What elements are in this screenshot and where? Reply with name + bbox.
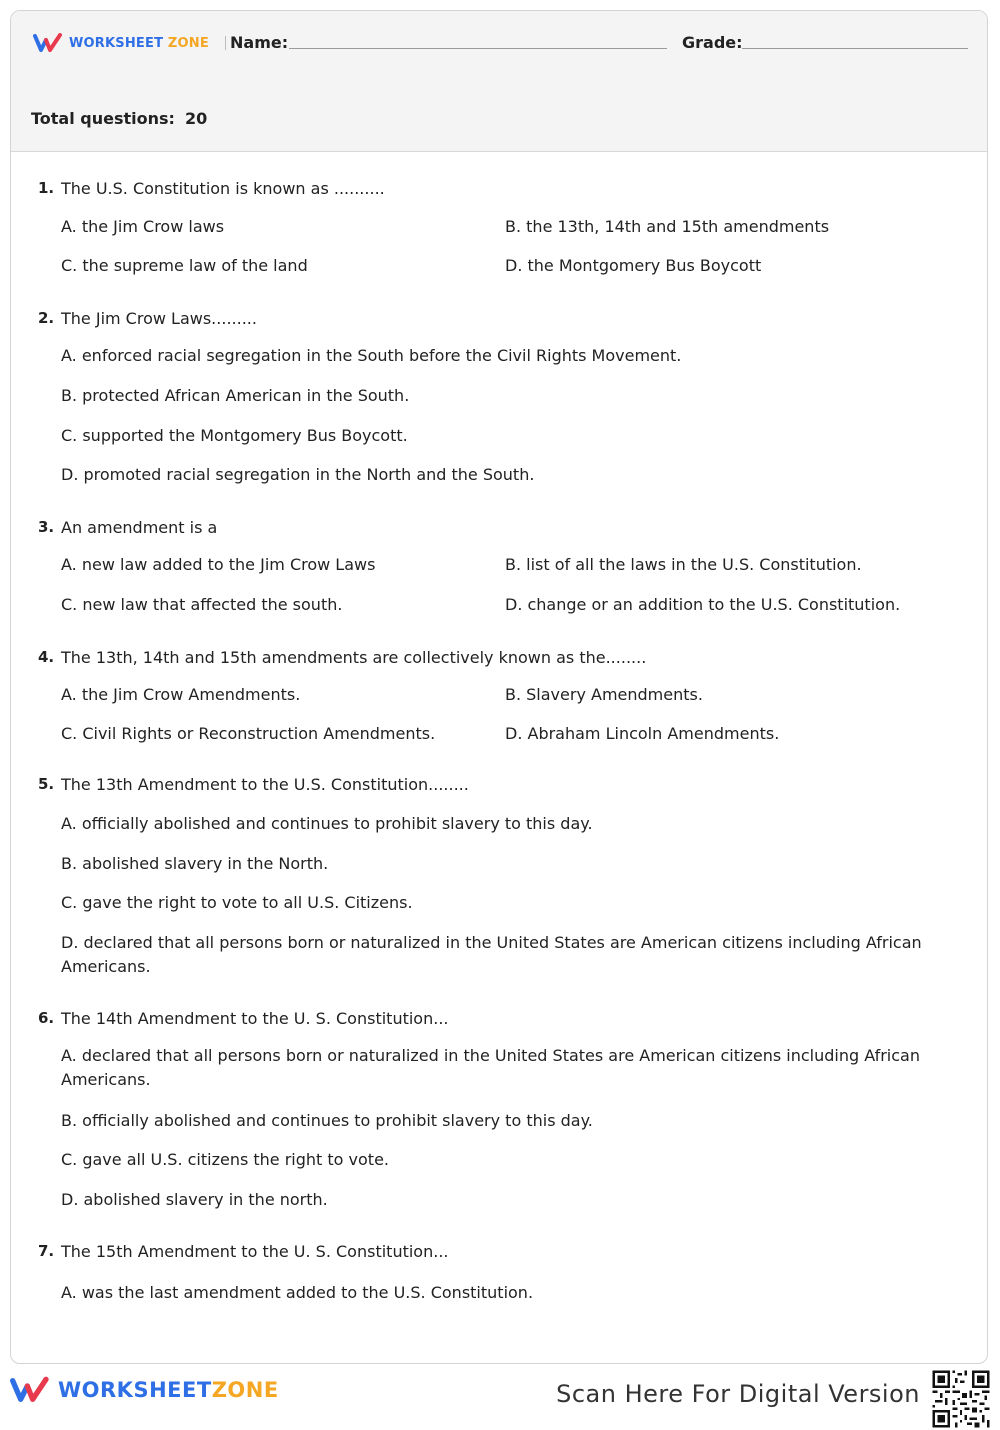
name-field[interactable] — [289, 48, 667, 49]
brand-logo-small — [33, 33, 226, 53]
brand-wordmark: WORKSHEET ZONE — [69, 35, 209, 51]
question-text: The 13th, 14th and 15th amendments are collectively known as the........ — [61, 648, 647, 667]
question-number: 2. — [38, 309, 55, 327]
answer-option[interactable]: B. list of all the laws in the U.S. Constitution. — [505, 555, 862, 574]
answer-option[interactable]: C. gave all U.S. citizens the right to vote. — [61, 1150, 390, 1169]
answer-option[interactable]: B. officially abolished and continues to prohibit slavery to this day. — [61, 1111, 593, 1130]
total-questions-label: Total questions: — [31, 109, 175, 128]
question-text: The 14th Amendment to the U. S. Constitution... — [61, 1009, 449, 1028]
question-number: 5. — [38, 775, 55, 793]
question-text: The Jim Crow Laws......... — [61, 309, 257, 328]
answer-option[interactable]: C. new law that affected the south. — [61, 595, 343, 614]
answer-option[interactable]: B. the 13th, 14th and 15th amendments — [505, 217, 830, 236]
brand-divider — [225, 36, 226, 50]
answer-option[interactable]: C. gave the right to vote to all U.S. Citizens. — [61, 893, 413, 912]
question-number: 7. — [38, 1242, 55, 1260]
grade-field[interactable] — [742, 48, 968, 49]
answer-option[interactable]: D. abolished slavery in the north. — [61, 1190, 328, 1209]
answer-option[interactable]: B. protected African American in the South. — [61, 386, 410, 405]
total-questions — [31, 109, 207, 128]
question-text: An amendment is a — [61, 518, 218, 537]
answer-option[interactable]: D. Abraham Lincoln Amendments. — [505, 724, 780, 743]
answer-option[interactable]: C. the supreme law of the land — [61, 256, 308, 275]
scan-caption: Scan Here For Digital Version — [556, 1380, 920, 1408]
question-number: 1. — [38, 179, 55, 197]
question-number: 3. — [38, 518, 55, 536]
answer-option[interactable]: A. was the last amendment added to the U.S. Constitution. — [61, 1283, 534, 1302]
answer-option[interactable]: D. change or an addition to the U.S. Constitution. — [505, 595, 901, 614]
worksheetzone-logo-icon — [33, 33, 63, 53]
grade-label: Grade: — [682, 33, 743, 52]
answer-option[interactable]: A. the Jim Crow laws — [61, 217, 225, 236]
worksheetzone-logo-icon — [10, 1376, 50, 1404]
answer-option[interactable]: A. enforced racial segregation in the South before the Civil Rights Movement. — [61, 346, 682, 365]
answer-option[interactable]: C. supported the Montgomery Bus Boycott. — [61, 426, 408, 445]
worksheet-header — [11, 11, 987, 152]
answer-option[interactable]: D. declared that all persons born or naturalized in the United States are American citizens including African Americans. — [61, 933, 922, 976]
answer-option[interactable]: B. abolished slavery in the North. — [61, 854, 329, 873]
brand-wordmark: WORKSHEETZONE — [58, 1378, 279, 1402]
answer-option[interactable]: D. the Montgomery Bus Boycott — [505, 256, 762, 275]
question-text: The U.S. Constitution is known as .......... — [61, 179, 385, 198]
question-number: 4. — [38, 648, 55, 666]
question-text: The 13th Amendment to the U.S. Constitution........ — [61, 775, 469, 794]
answer-option[interactable]: A. declared that all persons born or naturalized in the United States are American citizens including African Americans. — [61, 1046, 920, 1089]
answer-option[interactable]: A. officially abolished and continues to prohibit slavery to this day. — [61, 814, 593, 833]
total-questions-value: 20 — [184, 109, 208, 128]
answer-option[interactable]: D. promoted racial segregation in the North and the South. — [61, 465, 535, 484]
page-footer — [0, 1364, 1000, 1414]
answer-option[interactable]: C. Civil Rights or Reconstruction Amendments. — [61, 724, 436, 743]
answer-option[interactable]: A. new law added to the Jim Crow Laws — [61, 555, 376, 574]
question-number: 6. — [38, 1009, 55, 1027]
name-label: Name: — [230, 33, 289, 52]
worksheet-page — [10, 10, 988, 1364]
question-text: The 15th Amendment to the U. S. Constitution... — [61, 1242, 449, 1261]
answer-option[interactable]: A. the Jim Crow Amendments. — [61, 685, 301, 704]
qr-code-icon[interactable] — [930, 1368, 992, 1430]
brand-logo-large — [10, 1376, 279, 1404]
answer-option[interactable]: B. Slavery Amendments. — [505, 685, 703, 704]
